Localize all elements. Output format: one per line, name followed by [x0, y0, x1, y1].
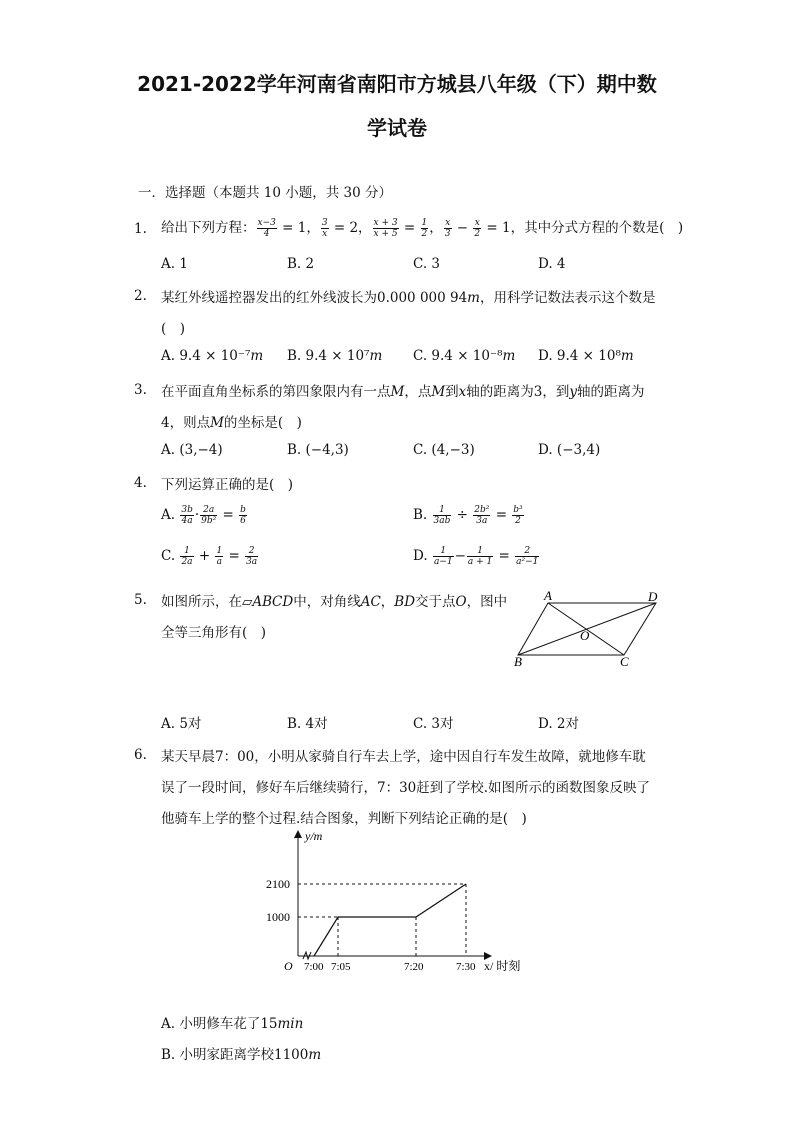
q2-number: 2. — [134, 288, 147, 304]
vertex-label-b: B — [514, 654, 522, 668]
y-tick-2100: 2100 — [266, 877, 290, 891]
vertex-label-c: C — [620, 654, 629, 668]
q1-frac4: $\frac{1}{2}$ — [421, 218, 428, 239]
q4-option-c: C. $\frac{1}{2a}$ + $\frac{1}{a}$ = $\frac{2}{3a}$ — [161, 546, 258, 567]
q6-distance-time-graph — [262, 828, 542, 973]
q6-number: 6. — [134, 747, 147, 763]
x-tick-700: 7:00 — [304, 961, 324, 973]
origin-label: O — [284, 959, 293, 973]
q6-option-a: A. 小明修车花了15𝑚𝑖𝑛 — [161, 1016, 304, 1032]
q6-stem-line1: 某天早晨7：00，小明从家骑自行车去上学，途中因自行车发生故障，就地修车耽 — [161, 749, 646, 765]
q5-stem-line1: 如图所示，在▱𝐴𝐵𝐶𝐷中，对角线𝐴𝐶，𝐵𝐷交于点𝑂，图中 — [161, 594, 508, 610]
q2-option-d: D. 9.4 × 10⁸𝑚 — [538, 348, 634, 364]
q3-option-a: A. (3,−4) — [161, 442, 223, 458]
q3-stem-line2: 4，则点𝑀的坐标是( ) — [161, 415, 302, 431]
q5-option-d: D. 2对 — [538, 716, 580, 732]
q3-option-c: C. (4,−3) — [413, 442, 475, 458]
q4-stem: 下列运算正确的是( ) — [161, 477, 294, 493]
q1-stem: 给出下列方程： $\frac{x-3}{4}$ = 1， $\frac{3}{x}$ = 2， $\frac{x + 3}{x + 5}$ = $\frac{1}{2}$ ， $\frac{x}{3}$ − $\frac{x}{2}$ = 1，其中分式方程的个数是( ) — [161, 218, 684, 239]
q4-option-d: D. $\frac{1}{a-1}$ − $\frac{1}{a + 1}$ = $\frac{2}{\text{a²−1}}$ — [413, 546, 539, 567]
q1-frac6: $\frac{x}{2}$ — [474, 218, 481, 239]
q2-option-a: A. 9.4 × 10⁻⁷𝑚 — [161, 348, 264, 364]
q1-option-b: B. 2 — [287, 256, 315, 272]
q4-option-b: B. $\frac{1}{3ab}$ ÷ $\frac{\text{2b²}}{3a}$ = $\frac{\text{b³}}{2}$ — [413, 505, 523, 526]
q1-frac2: $\frac{3}{x}$ — [321, 218, 328, 239]
x-tick-720: 7:20 — [404, 961, 424, 973]
q1-frac1: $\frac{x-3}{4}$ — [257, 218, 276, 239]
x-tick-705: 7:05 — [331, 961, 351, 973]
q4-number: 4. — [134, 475, 147, 491]
q3-option-b: B. (−4,3) — [287, 442, 349, 458]
exam-title-line1: 2021-2022学年河南省南阳市方城县八年级（下）期中数 — [137, 72, 657, 96]
axis-break-mark — [303, 952, 311, 959]
x-axis-label: x/ 时刻 — [484, 959, 521, 973]
vertex-label-d: D — [648, 589, 658, 604]
q1-prefix: 给出下列方程： — [161, 220, 256, 236]
q2-option-c: C. 9.4 × 10⁻⁸𝑚 — [413, 348, 516, 364]
y-axis-label: y/m — [305, 829, 323, 843]
q1-frac5: $\frac{x}{3}$ — [444, 218, 451, 239]
q3-number: 3. — [134, 382, 147, 398]
q2-stem-line2: ( ) — [161, 321, 186, 337]
y-tick-1000: 1000 — [266, 910, 290, 924]
q5-stem-line2: 全等三角形有( ) — [161, 625, 267, 641]
exam-title-line2: 学试卷 — [367, 116, 427, 140]
q6-stem-line3: 他骑车上学的整个过程.结合图象，判断下列结论正确的是( ) — [161, 811, 527, 827]
q6-option-b: B. 小明家距离学校1100𝑚 — [161, 1047, 322, 1063]
q1-option-a: A. 1 — [161, 256, 188, 272]
center-label-o: O — [580, 628, 590, 643]
q3-option-d: D. (−3,4) — [538, 442, 601, 458]
q5-option-c: C. 3对 — [413, 716, 454, 732]
q5-parallelogram-figure — [510, 586, 670, 668]
q2-option-b: B. 9.4 × 10⁷𝑚 — [287, 348, 383, 364]
q1-option-d: D. 4 — [538, 256, 566, 272]
q5-option-b: B. 4对 — [287, 716, 328, 732]
q1-frac3: $\frac{x + 3}{x + 5}$ — [373, 218, 398, 239]
q5-option-a: A. 5对 — [161, 716, 202, 732]
vertex-label-a: A — [544, 588, 552, 603]
q2-stem-line1: 某红外线遥控器发出的红外线波长为0.000 000 94𝑚，用科学记数法表示这个数是 — [161, 290, 656, 306]
section-heading: 一．选择题（本题共 10 小题，共 30 分） — [138, 185, 393, 201]
q4-option-a: A. $\frac{3b}{4a}$ · $\frac{2a}{\text{9b²}}$ = $\frac{b}{6}$ — [161, 505, 246, 526]
q1-option-c: C. 3 — [413, 256, 441, 272]
q6-stem-line2: 误了一段时间，修好车后继续骑行，7：30赶到了学校.如图所示的函数图象反映了 — [161, 780, 651, 796]
distance-time-line — [314, 884, 466, 956]
q1-number: 1. — [134, 221, 147, 237]
y-axis-arrow — [294, 830, 302, 838]
x-tick-730: 7:30 — [456, 961, 476, 973]
q5-number: 5. — [134, 592, 147, 608]
q3-stem-line1: 在平面直角坐标系的第四象限内有一点𝑀，点𝑀到𝑥轴的距离为3，到𝑦轴的距离为 — [161, 384, 645, 400]
